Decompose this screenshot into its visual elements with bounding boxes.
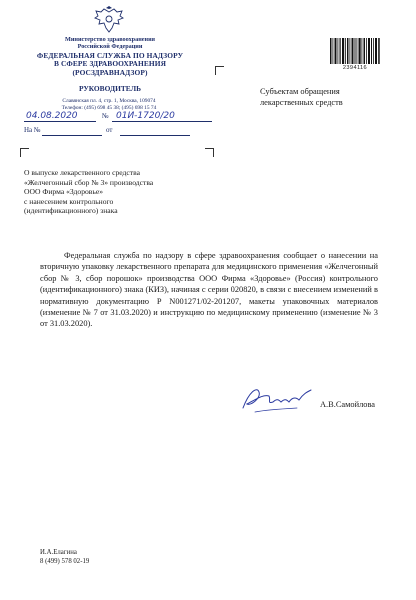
- subject-line-3: ООО Фирма «Здоровье»: [24, 187, 103, 197]
- corner-mark-left: [20, 148, 29, 157]
- subject-line-5: (идентификационного) знака: [24, 206, 118, 216]
- ref-from: от: [106, 126, 113, 134]
- corner-mark-right: [205, 148, 214, 157]
- ministry-line-2: Российской Федерации: [77, 43, 143, 51]
- corner-mark-recipient: [215, 66, 224, 75]
- eagle-emblem-icon: [92, 6, 126, 36]
- ministry-name: [40, 36, 180, 50]
- ref-date-underline: [120, 126, 190, 136]
- handwritten-signature-icon: [235, 382, 315, 416]
- executor-name: И.А.Елагина: [40, 549, 77, 556]
- address-line-2: Телефон: (495) 698 45 38; (495) 698 15 74: [61, 104, 157, 111]
- service-name: [30, 52, 190, 77]
- date-number-row: [24, 112, 214, 124]
- address-line-1: Славянская пл. 4, стр. 1, Москва, 109074: [62, 98, 156, 104]
- subject-line-2: «Желчегонный сбор № 3» производства: [24, 177, 154, 187]
- service-line-2: В СФЕРЕ ЗДРАВООХРАНЕНИЯ: [53, 59, 167, 69]
- service-line-3: (РОСЗДРАВНАДЗОР): [72, 67, 148, 77]
- recipient: [260, 86, 400, 108]
- reference-row: [24, 126, 214, 138]
- head-title: РУКОВОДИТЕЛЬ: [79, 84, 141, 93]
- subject-line-1: О выпуске лекарственного средства: [24, 168, 140, 177]
- service-line-1: ФЕДЕРАЛЬНАЯ СЛУЖБА ПО НАДЗОРУ: [36, 51, 184, 60]
- barcode-number: 2394116: [342, 65, 368, 71]
- date-value: 04.08.2020: [26, 111, 78, 121]
- ref-number-underline: [42, 126, 102, 136]
- number-sign: №: [102, 112, 109, 120]
- ref-label: На №: [24, 126, 41, 134]
- subject: [24, 168, 214, 216]
- address: [34, 98, 184, 112]
- executor-phone: 8 (499) 578 02-19: [40, 558, 90, 565]
- ministry-line-1: Министерство здравоохранения: [64, 36, 156, 43]
- recipient-line-2: лекарственных средств: [260, 98, 343, 107]
- subject-line-4: с нанесением контрольного: [24, 196, 114, 206]
- barcode-icon: [330, 38, 380, 64]
- executor: [40, 548, 89, 566]
- signer-name: А.В.Самойлова: [320, 400, 376, 409]
- number-value: 01И-1720/20: [116, 111, 175, 121]
- body-paragraph: Федеральная служба по надзору в сфере здравоохранения сообщает о нанесении на вторичную упаковку лекарственного препарата для медицинского применения «Желчегонный сбор № 3, сбор порошок» производства ООО Фирма «Здоровье» (Россия) контрольного (идентификационного) знака (КИЗ), начиная с серии 020820, в связи с внесением изменений в нормативную документацию Р N001271/02-201207, макеты упаковочных материалов (изменение № 7 от 31.03.2020) и инструкцию по медицинскому применению (изменение № 3 от 31.03.2020).: [40, 251, 378, 329]
- recipient-line-1: Субъектам обращения: [260, 87, 340, 96]
